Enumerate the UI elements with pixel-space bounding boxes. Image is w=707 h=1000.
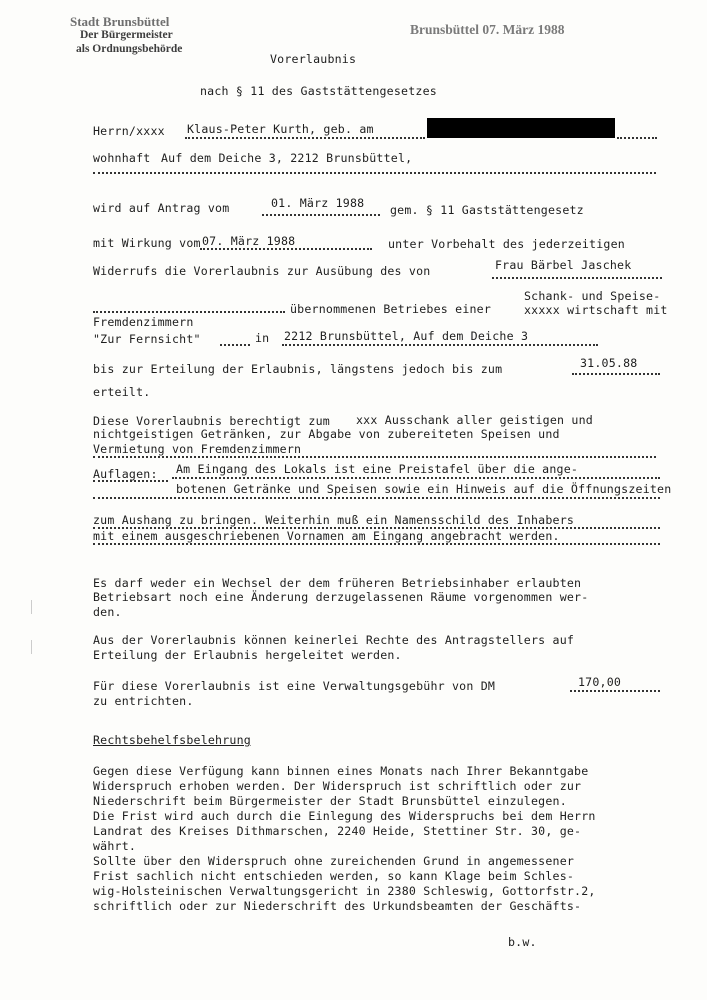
application-suffix: gem. § 11 Gaststättengesetz (390, 203, 584, 217)
document-subtitle: nach § 11 des Gaststättengesetzes (200, 84, 437, 98)
entitles-text: xxx Ausschank aller geistigen und (356, 413, 593, 427)
legal-line: wig-Holsteinischen Verwaltungsgericht in 2380 Schleswig, Gottorfstr.2, (93, 884, 596, 898)
dotted-fill-line (172, 477, 660, 479)
legal-line: Gegen diese Verfügung kann binnen eines Monats nach Ihrer Bekanntgabe (93, 764, 589, 778)
paragraph-1-line1: Es darf weder ein Wechsel der dem früheren Betriebsinhaber erlaubten (93, 576, 582, 590)
dotted-fill-line (492, 277, 662, 279)
business-type-cont: Fremdenzimmern (93, 315, 194, 329)
business-type: xxxxx wirtschaft mit (524, 303, 668, 317)
dotted-fill-line (282, 344, 598, 346)
conditions-line3: zum Aushang zu bringen. Weiterhin muß ein Namensschild des Inhabers (93, 513, 575, 527)
dotted-fill-line (185, 137, 425, 139)
dotted-fill-line (93, 497, 660, 499)
dotted-fill-line (570, 690, 660, 692)
dotted-fill-line (93, 480, 168, 482)
dotted-fill-line (572, 373, 660, 375)
effect-suffix: unter Vorbehalt des jederzeitigen (388, 237, 625, 251)
location-prefix: in (255, 331, 270, 345)
legal-line: Die Frist wird auch durch die Einlegung des Widerspruchs bei dem Herrn (93, 809, 596, 823)
until-text: bis zur Erteilung der Erlaubnis, längstens jedoch bis zum (93, 362, 503, 376)
legal-line: Sollte über den Widerspruch ohne zureichenden Grund in angemessener (93, 854, 575, 868)
authority-stamp-line3: als Ordnungsbehörde (76, 43, 183, 55)
until-date: 31.05.88 (580, 356, 638, 370)
previous-holder: Frau Bärbel Jaschek (495, 258, 632, 272)
dotted-fill-line (93, 456, 656, 458)
recipient-prefix: Herrn/xxxx (93, 124, 165, 138)
paragraph-2-line2: Erteilung der Erlaubnis hergeleitet werden. (93, 648, 402, 662)
page-turn-note: b.w. (508, 935, 537, 949)
effect-prefix: mit Wirkung vom (93, 236, 201, 250)
business-name: "Zur Fernsicht" (93, 332, 201, 346)
legal-line: Niederschrift beim Bürgermeister der Stadt Brunsbüttel einzulegen. (93, 794, 567, 808)
dotted-fill-line (200, 248, 372, 250)
dotted-fill-line (93, 311, 285, 313)
recipient-name: Klaus-Peter Kurth, geb. am (187, 122, 374, 136)
conditions-line2: botenen Getränke und Speisen sowie ein Hinweis auf die Öffnungszeiten (176, 482, 672, 496)
legal-line: Frist sachlich nicht entschieden werden, so kann Klage beim Schles- (93, 869, 575, 883)
location-value: 2212 Brunsbüttel, Auf dem Deiche 3 (284, 329, 529, 343)
effect-date: 07. März 1988 (202, 234, 296, 248)
scan-mark (31, 640, 32, 654)
authority-stamp-line1: Stadt Brunsbüttel (70, 14, 170, 29)
paragraph-2-line1: Aus der Vorerlaubnis können keinerlei Rechte des Antragstellers auf (93, 633, 575, 647)
scan-mark (31, 600, 32, 614)
conditions-label: Auflagen: (93, 467, 158, 481)
dotted-fill-line (617, 137, 657, 139)
entitles-line2: nichtgeistigen Getränken, zur Abgabe von zubereiteten Speisen und (93, 427, 560, 441)
fee-amount: 170,00 (578, 675, 622, 689)
address-prefix: wohnhaft (93, 151, 151, 165)
dotted-fill-line (262, 214, 380, 216)
authority-stamp-line2: Der Bürgermeister (80, 29, 173, 41)
legal-line: schriftlich oder zur Niederschrift des Urkundsbeamten der Geschäfts- (93, 899, 582, 913)
revocation-text: Widerrufs die Vorerlaubnis zur Ausübung des von (93, 264, 431, 278)
application-prefix: wird auf Antrag vom (93, 201, 230, 215)
conditions-line4: mit einem ausgeschriebenen Vornamen am Eingang angebracht werden. (93, 529, 560, 543)
business-prefix: übernommenen Betriebes einer (290, 302, 492, 316)
dotted-fill-line (220, 344, 250, 346)
paragraph-3-line1: Für diese Vorerlaubnis ist eine Verwaltungsgebühr von DM (93, 679, 496, 693)
dotted-fill-line (93, 543, 660, 545)
granted-text: erteilt. (93, 385, 151, 399)
legal-line: Landrat des Kreises Dithmarschen, 2240 Heide, Stettiner Str. 30, ge- (93, 824, 582, 838)
conditions-line1: Am Eingang des Lokals ist eine Preistafel über die ange- (176, 462, 579, 476)
entitles-prefix: Diese Vorerlaubnis berechtigt zum (93, 414, 330, 428)
application-date: 01. März 1988 (271, 196, 365, 210)
paragraph-1-line2: Betriebsart noch eine Änderung derzugelassenen Räume vorgenommen wer- (93, 590, 589, 604)
dotted-fill-line (93, 172, 656, 174)
legal-line: Widerspruch erhoben werden. Der Widerspruch ist schriftlich oder zur (93, 779, 582, 793)
entitles-line3: Vermietung von Fremdenzimmern (93, 442, 302, 456)
legal-line: währt. (93, 839, 137, 853)
business-type-insert: Schank- und Speise- (524, 289, 661, 303)
paragraph-3-line2: zu entrichten. (93, 694, 194, 708)
document-title: Vorerlaubnis (270, 52, 357, 66)
place-date-stamp: Brunsbüttel 07. März 1988 (410, 22, 565, 37)
legal-heading: Rechtsbehelfsbelehrung (93, 733, 251, 747)
address-value: Auf dem Deiche 3, 2212 Brunsbüttel, (161, 151, 413, 165)
paragraph-1-line3: den. (93, 605, 122, 619)
redaction-bar (427, 118, 615, 138)
